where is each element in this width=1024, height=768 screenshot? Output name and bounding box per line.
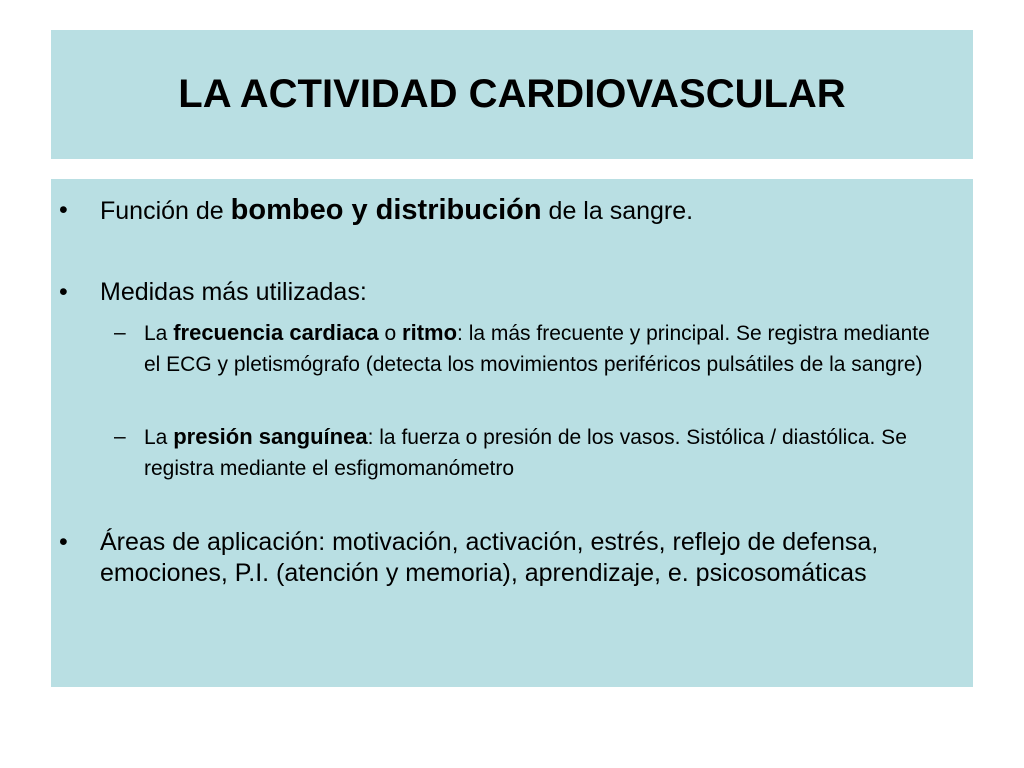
sub-text: [144, 317, 944, 380]
sub-text-post: : la fuerza o presión de los vasos. Sistólica / diastólica. Se registra mediante el esfigmomanómetro: [144, 426, 907, 480]
bullet-text: Medidas más utilizadas:: [100, 278, 367, 306]
slide-title: LA ACTIVIDAD CARDIOVASCULAR: [178, 72, 846, 116]
bullet-text-pre: Función de: [100, 197, 231, 225]
bullet-marker: •: [59, 528, 68, 556]
sub-text-bold-1: frecuencia cardiaca: [173, 320, 379, 345]
sub-text: [144, 421, 944, 484]
sub-text-bold-2: ritmo: [402, 320, 458, 345]
bullet-text-post: de la sangre.: [541, 197, 694, 225]
content-box: [51, 179, 973, 687]
bullet-text-bold: bombeo y distribución: [230, 194, 542, 226]
sub-text-pre: La: [144, 322, 174, 345]
sub-marker: –: [114, 321, 126, 344]
sub-text-post: : la más frecuente y principal. Se registra mediante el ECG y pletismógrafo (detecta los movimientos periféricos pulsátiles de la sangre): [144, 322, 930, 376]
sub-text-mid: o: [378, 322, 403, 345]
bullet-marker: •: [59, 278, 68, 306]
sub-marker: –: [114, 425, 126, 448]
bullet-marker: •: [59, 196, 68, 224]
sub-text-bold: presión sanguínea: [173, 424, 368, 449]
sub-text-pre: La: [144, 426, 174, 449]
title-box: [51, 30, 973, 159]
bullet-text: [100, 195, 930, 227]
bullet-text: Áreas de aplicación: motivación, activación, estrés, reflejo de defensa, emociones, P.I. (atención y memoria), aprendizaje, e. psicosomáticas: [100, 528, 879, 587]
